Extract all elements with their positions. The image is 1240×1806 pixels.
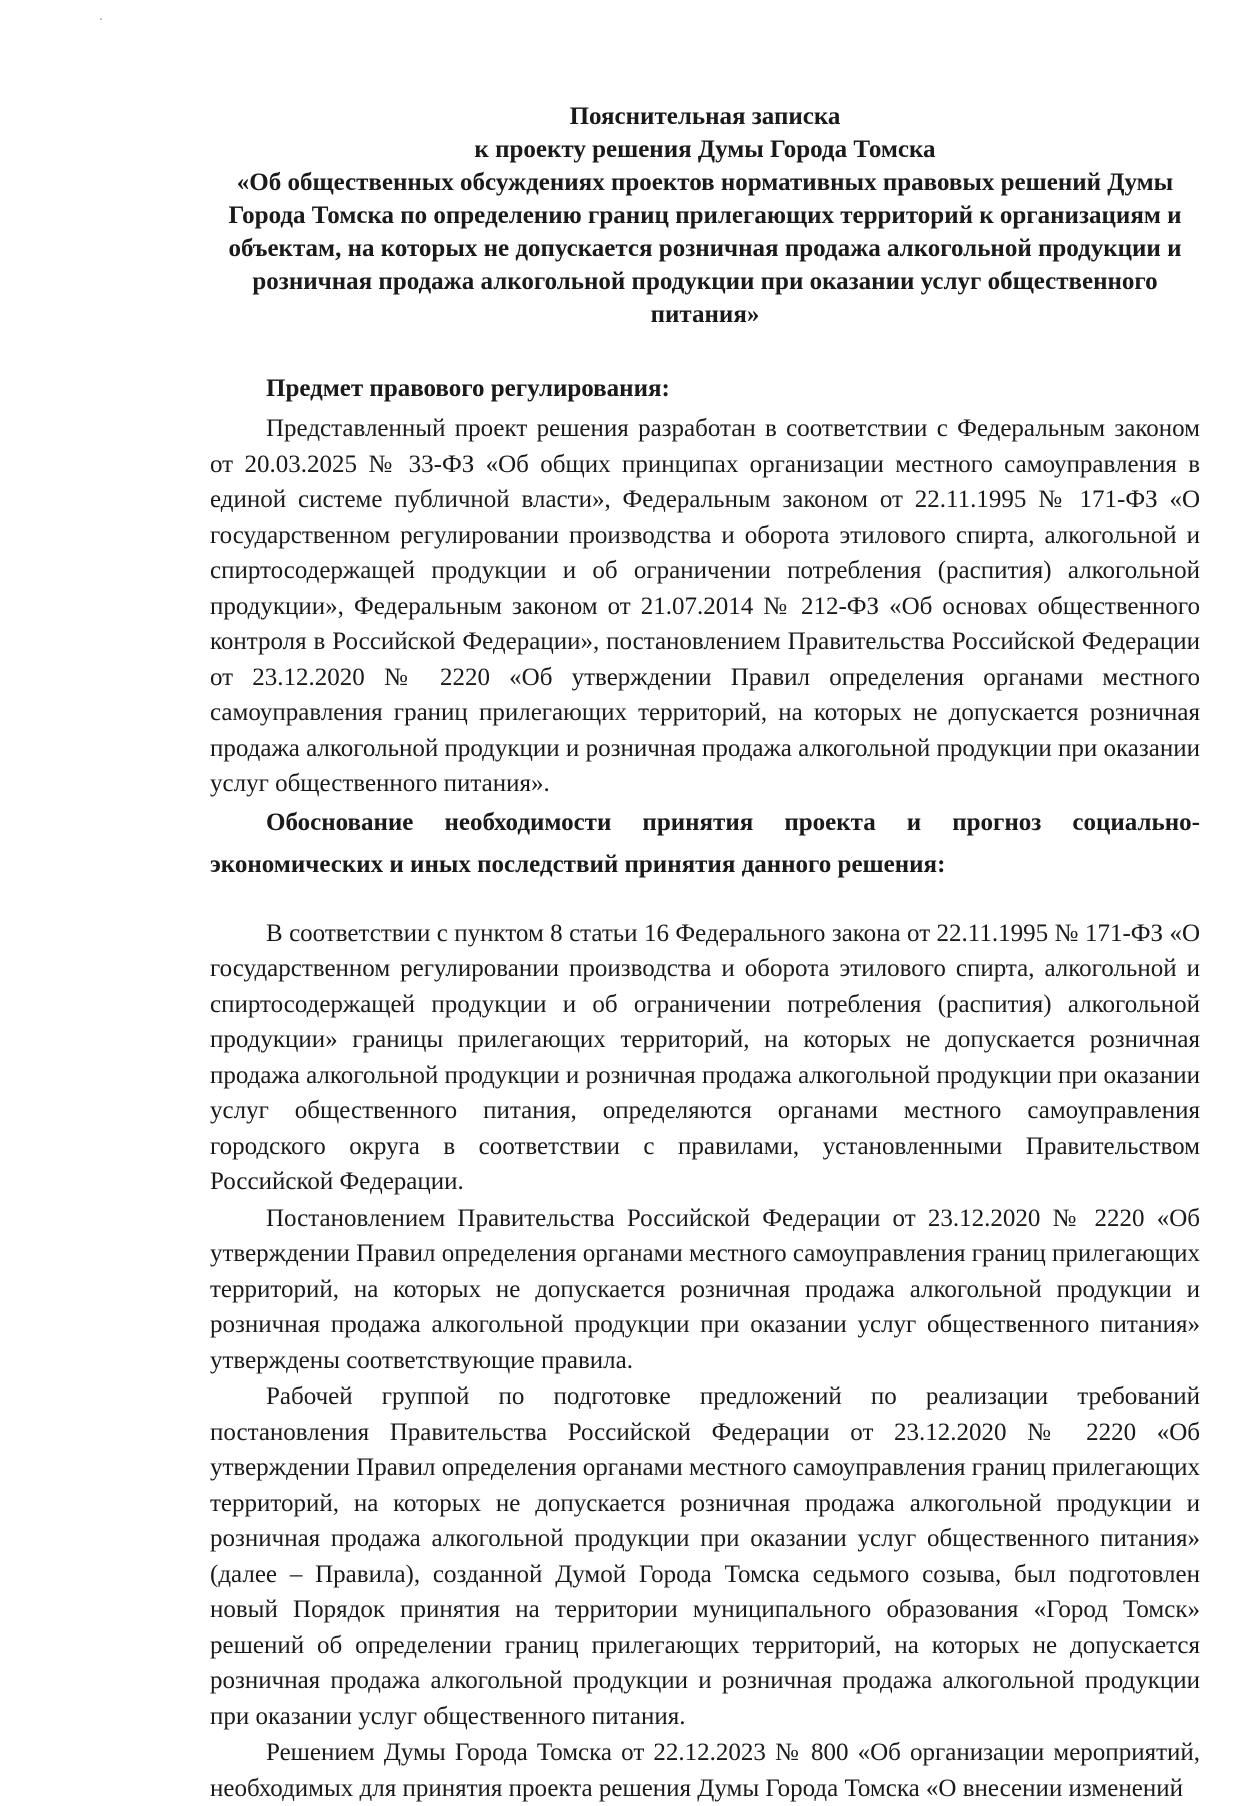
document-page <box>210 100 1200 1806</box>
paragraph: В соответствии с пунктом 8 статьи 16 Федерального закона от 22.11.1995 № 171-ФЗ «О государственном регулировании производства и оборота этилового спирта, алкогольной и спиртосодержащей продукции и об ограничении потребления (распития) алкогольной продукции» границы прилегающих территорий, на которых не допускается розничная продажа алкогольной продукции и розничная продажа алкогольной продукции при оказании услуг общественного питания, определяются органами местного самоуправления городского округа в соответствии с правилами, установленными Правительством Российской Федерации. <box>210 916 1200 1200</box>
section-legal-regulation <box>210 371 1200 802</box>
title-line: питания» <box>210 298 1200 331</box>
title-line: розничная продажа алкогольной продукции при оказании услуг общественного <box>210 265 1200 298</box>
section-heading: Обоснование необходимости принятия проекта и прогноз социально-экономических и иных последствий принятия данного решения: <box>210 802 1200 886</box>
document-title <box>210 100 1200 331</box>
title-line: Пояснительная записка <box>210 100 1200 133</box>
paragraph: Представленный проект решения разработан в соответствии с Федеральным законом от 20.03.2025 № 33-ФЗ «Об общих принципах организации местного самоуправления в единой системе публичной власти», Федеральным законом от 22.11.1995 № 171-ФЗ «О государственном регулировании производства и оборота этилового спирта, алкогольной и спиртосодержащей продукции и об ограничении потребления (распития) алкогольной продукции», Федеральным законом от 21.07.2014 № 212-ФЗ «Об основах общественного контроля в Российской Федерации», постановлением Правительства Российской Федерации от 23.12.2020 № 2220 «Об утверждении Правил определения органами местного самоуправления границ прилегающих территорий, на которых не допускается розничная продажа алкогольной продукции и розничная продажа алкогольной продукции при оказании услуг общественного питания». <box>210 411 1200 802</box>
title-line: к проекту решения Думы Города Томска <box>210 133 1200 166</box>
scan-speck <box>100 18 102 20</box>
section-justification <box>210 802 1200 1806</box>
title-line: объектам, на которых не допускается розничная продажа алкогольной продукции и <box>210 232 1200 265</box>
section-heading: Предмет правового регулирования: <box>210 371 1200 407</box>
paragraph: Рабочей группой по подготовке предложений по реализации требований постановления Правительства Российской Федерации от 23.12.2020 № 2220 «Об утверждении Правил определения органами местного самоуправления границ прилегающих территорий, на которых не допускается розничная продажа алкогольной продукции и розничная продажа алкогольной продукции при оказании услуг общественного питания» (далее – Правила), созданной Думой Города Томска седьмого созыва, был подготовлен новый Порядок принятия на территории муниципального образования «Город Томск» решений об определении границ прилегающих территорий, на которых не допускается розничная продажа алкогольной продукции и розничная продажа алкогольной продукции при оказании услуг общественного питания. <box>210 1379 1200 1734</box>
title-line: «Об общественных обсуждениях проектов нормативных правовых решений Думы <box>210 166 1200 199</box>
paragraph: Решением Думы Города Томска от 22.12.2023 № 800 «Об организации мероприятий, необходимых для принятия проекта решения Думы Города Томска «О внесении изменений <box>210 1735 1200 1806</box>
paragraph: Постановлением Правительства Российской Федерации от 23.12.2020 № 2220 «Об утверждении Правил определения органами местного самоуправления границ прилегающих территорий, на которых не допускается розничная продажа алкогольной продукции и розничная продажа алкогольной продукции при оказании услуг общественного питания» утверждены соответствующие правила. <box>210 1201 1200 1379</box>
title-line: Города Томска по определению границ прилегающих территорий к организациям и <box>210 199 1200 232</box>
